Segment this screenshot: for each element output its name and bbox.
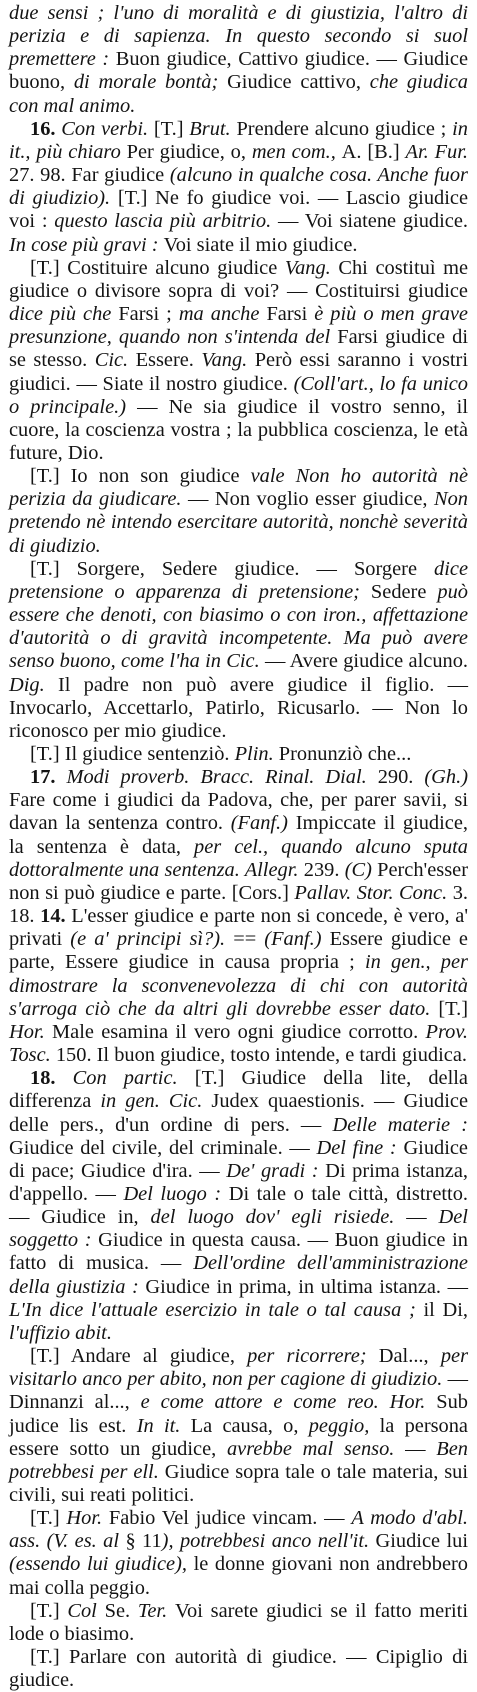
italic-run: vale Non ho autorità nè perizia da giudicare.: [9, 465, 468, 511]
entry-paragraph: [9, 743, 468, 766]
text-run: Farsi ;: [118, 303, 179, 326]
italic-run: Vang.: [201, 349, 255, 372]
text-run: Male esamina il vero ogni giudice corrotto.: [52, 1020, 426, 1043]
italic-run: Del fine :: [316, 1136, 404, 1159]
section-number: 16.: [30, 117, 62, 140]
italic-run: Brut.: [189, 117, 237, 140]
italic-run: in it., più chiaro: [9, 117, 469, 163]
italic-run: Del soggetto :: [9, 1206, 468, 1252]
text-run: Dal...,: [378, 1345, 441, 1368]
entry-paragraph: [9, 1600, 468, 1646]
text-run: Essere.: [135, 349, 202, 372]
text-run: A. [B.]: [341, 140, 406, 163]
text-run: [T.] Sorgere, Sedere giudice. — Sorgere: [30, 557, 435, 580]
text-run: 150. Il buon giudice, tosto intende, e tardi giudica.: [55, 1044, 467, 1067]
italic-run: (alcuno in qualche cosa. Anche fuor di giudizio).: [9, 164, 468, 210]
entry-paragraph: [9, 465, 468, 558]
italic-run: Con partic.: [72, 1067, 195, 1090]
text-run: [T.] Ne fo giudice voi. — Lascio giudice voi :: [9, 187, 468, 233]
text-run: Farsi: [266, 303, 315, 326]
text-run: —: [405, 1437, 437, 1460]
text-run: La causa, o,: [190, 1414, 309, 1437]
entry-paragraph: [9, 2, 468, 118]
entry-paragraph: [9, 257, 468, 465]
entry-paragraph: [9, 1646, 468, 1692]
italic-run: Plin.: [234, 743, 279, 765]
italic-run: In cose più gravi :: [9, 233, 164, 256]
italic-run: l'uffizio abit.: [9, 1321, 112, 1344]
italic-run: L'In dice l'attuale esercizio in tale o tal causa ;: [9, 1298, 424, 1321]
section-number: 18.: [30, 1067, 73, 1090]
text-run: ==: [233, 928, 265, 951]
text-run: Sedere: [370, 580, 438, 603]
entry-paragraph: [9, 1345, 468, 1507]
text-run: [T.] Giudice della lite, della differenza: [9, 1067, 468, 1113]
text-run: [T.] Andare al giudice,: [30, 1345, 248, 1368]
italic-run: A modo d'abl. ass. (V. es. al: [9, 1507, 469, 1553]
italic-run: di morale bontà;: [73, 71, 228, 94]
text-run: — Avere giudice alcuno.: [265, 650, 468, 673]
italic-run: (Fanf.): [264, 928, 330, 951]
text-run: Sub judice lis est.: [9, 1391, 468, 1437]
italic-run: Hor.: [9, 1020, 53, 1043]
text-run: — Voi siatene giudice.: [277, 210, 468, 233]
text-run: la persona essere sotto un giudice,: [9, 1414, 468, 1460]
italic-run: Hor.: [66, 1507, 109, 1530]
text-run: Chi costituì me giudice o divisore sopra di voi? — Costituirsi giudice: [9, 256, 469, 302]
italic-run: Prov. Tosc.: [9, 1020, 468, 1067]
italic-run: men com.,: [251, 140, 342, 163]
italic-run: (e a' principi sì?).: [70, 928, 234, 951]
text-run: le donne giovani non andrebbero mai colla peggio.: [9, 1553, 468, 1599]
text-run: Di tale o tale città, distretto. — Giudice in,: [9, 1182, 468, 1229]
text-run: [T.]: [30, 1599, 68, 1622]
text-run: —: [406, 1206, 439, 1229]
text-run: Giudice lui: [375, 1530, 468, 1553]
text-run: 290.: [377, 766, 425, 789]
italic-run: ma anche: [178, 303, 267, 326]
italic-run: e come attore e come reo. Hor.: [140, 1391, 437, 1414]
italic-run: in gen., per dimostrare la sconvenevolezza di chi con autorità s'arroga ciò che da altri gli dovrebbe esser dato.: [9, 951, 468, 1020]
text-run: Il padre non può avere giudice il figlio. — Invocarlo, Accettarlo, Patirlo, Ricusarlo. — Non lo riconosco per mio giudice.: [9, 673, 468, 742]
text-run: Voi sarete giudici se il fatto meriti lode o biasimo.: [9, 1599, 469, 1645]
text-run: Impiccate il giudice, la sentenza è data,: [9, 812, 468, 858]
text-run: Perch'esser non si può giudice e parte. [Cors.]: [9, 858, 468, 904]
text-run: 3. 18.: [9, 881, 468, 928]
italic-run: (essendo lui giudice),: [9, 1553, 194, 1576]
italic-run: è più o men grave presunzione, quando non s'intenda del: [9, 303, 468, 349]
entry-paragraph: [9, 766, 468, 1067]
text-run: Se.: [104, 1599, 138, 1622]
italic-run: Dig.: [9, 673, 58, 696]
text-run: Giudice in prima, in ultima istanza. —: [145, 1275, 468, 1298]
italic-run: De' gradi :: [226, 1159, 326, 1182]
text-run: il Di,: [423, 1298, 468, 1321]
italic-run: Cic.: [94, 349, 136, 372]
italic-run: peggio,: [308, 1414, 380, 1437]
italic-run: (C): [344, 858, 378, 881]
italic-run: (Coll'art., lo fa unico o principale.): [9, 372, 468, 418]
text-run: [T.] Il giudice sentenziò.: [30, 743, 235, 765]
text-run: Judex quaestionis. — Giudice delle pers., d'un ordine di pers. —: [9, 1090, 469, 1136]
text-run: Farsi giudice di se stesso.: [9, 326, 468, 372]
italic-run: ), potrebbesi anco nell'it.: [161, 1530, 376, 1553]
text-run: [T.] Io non son giudice: [30, 465, 251, 488]
text-run: Voi siate il mio giudice.: [163, 233, 358, 256]
italic-run: del luogo dov' egli risiede.: [150, 1206, 407, 1229]
italic-run: Col: [67, 1599, 105, 1622]
text-run: Giudice sopra tale o tale materia, sui civili, sui reati politici.: [9, 1460, 469, 1506]
text-run: [T.]: [438, 997, 468, 1020]
italic-run: Ben potrebbesi per ell.: [9, 1437, 468, 1483]
text-run: Giudice in questa causa. — Buon giudice in fatto di musica. —: [9, 1229, 468, 1275]
italic-run: In it.: [136, 1414, 191, 1437]
italic-run: (Fanf.): [230, 812, 296, 835]
text-run: Giudice del civile, del criminale. —: [9, 1136, 317, 1159]
text-run: [T.] Costituire alcuno giudice: [30, 256, 285, 279]
text-run: Per giudice, o,: [126, 140, 252, 163]
text-run: 27. 98. Far giudice: [9, 164, 170, 187]
italic-run: Dell'ordine dell'amministrazione della giustizia :: [9, 1252, 468, 1298]
text-run: Di prima istanza, d'appello. —: [9, 1159, 469, 1205]
italic-run: Ter.: [137, 1599, 175, 1622]
entry-paragraph: [9, 558, 468, 743]
text-run: — Dinnanzi al...,: [9, 1368, 468, 1414]
italic-run: dice più che: [9, 303, 119, 326]
italic-run: per visitarlo anco per abito, non per cagione di giudizio.: [9, 1345, 469, 1391]
italic-run: (Gh.): [424, 766, 468, 789]
text-run: — Non voglio esser giudice,: [188, 488, 434, 511]
entry-paragraph: [9, 1507, 468, 1600]
text-run: [T.]: [30, 1507, 67, 1530]
text-run: Prendere alcuno giudice ;: [236, 117, 453, 140]
italic-run: per cel., quando alcuno sputa dottoralmente una sentenza. Allegr.: [9, 835, 468, 881]
italic-run: in gen. Cic.: [100, 1090, 212, 1113]
text-run: Essere giudice e parte, Essere giudice in causa propria ;: [9, 928, 468, 974]
text-run: Giudice di pace; Giudice d'ira. —: [9, 1136, 468, 1182]
italic-run: per ricorrere;: [247, 1345, 379, 1368]
italic-run: due sensi ; l'uno di moralità e di giustizia, l'altro di perizia e di sapienza. In questo secondo si suol premettere :: [9, 2, 468, 71]
entry-paragraph: [9, 118, 468, 257]
section-number: 14.: [40, 905, 72, 928]
text-run: 239.: [303, 858, 345, 881]
italic-run: Non pretendo nè intendo esercitare autorità, nonchè severità di giudizio.: [9, 488, 468, 557]
italic-run: Vang.: [284, 256, 339, 279]
italic-run: può essere che denoti, con biasimo o con iron., affettazione d'autorità o di gravità incompetente. Ma può avere senso buono, come l'ha in Cic.: [9, 580, 468, 673]
text-run: [T.] Parlare con autorità di giudice. — Cipiglio di giudice.: [9, 1646, 468, 1692]
text-run: Buon giudice, Cattivo giudice. — Giudice buono,: [9, 48, 468, 94]
text-run: Fare come i giudici da Padova, che, per parer savii, si davan la sentenza contro.: [9, 789, 468, 835]
italic-run: Delle materie :: [332, 1113, 468, 1136]
italic-run: Modi proverb. Bracc. Rinal. Dial.: [66, 766, 378, 789]
italic-run: Con verbi.: [61, 117, 154, 140]
italic-run: dice pretensione o apparenza di pretensione;: [9, 557, 468, 603]
text-run: — Ne sia giudice il vostro senno, il cuore, la coscienza vostra ; la pubblica coscienza, le età future, Dio.: [9, 395, 468, 464]
text-run: Però essi saranno i vostri giudici. — Siate il nostro giudice.: [9, 349, 469, 395]
italic-run: Pallav. Stor. Conc.: [294, 881, 453, 904]
text-run: § 11: [125, 1530, 162, 1553]
text-run: L'esser giudice e parte non si concede, è vero, a' privati: [9, 905, 468, 951]
italic-run: Del luogo :: [123, 1182, 229, 1205]
entry-paragraph: [9, 1067, 468, 1345]
text-run: [T.]: [153, 117, 190, 140]
section-number: 17.: [30, 766, 67, 789]
italic-run: Ar. Fur.: [405, 140, 469, 163]
italic-run: questo lascia più arbitrio.: [54, 210, 278, 233]
text-run: Pronunziò che...: [278, 743, 412, 765]
italic-run: avrebbe mal senso.: [226, 1437, 406, 1460]
text-run: Giudice cattivo,: [227, 71, 370, 94]
italic-run: che giudica con mal animo.: [9, 71, 469, 117]
text-run: Fabio Vel judice vincam. —: [108, 1507, 352, 1530]
